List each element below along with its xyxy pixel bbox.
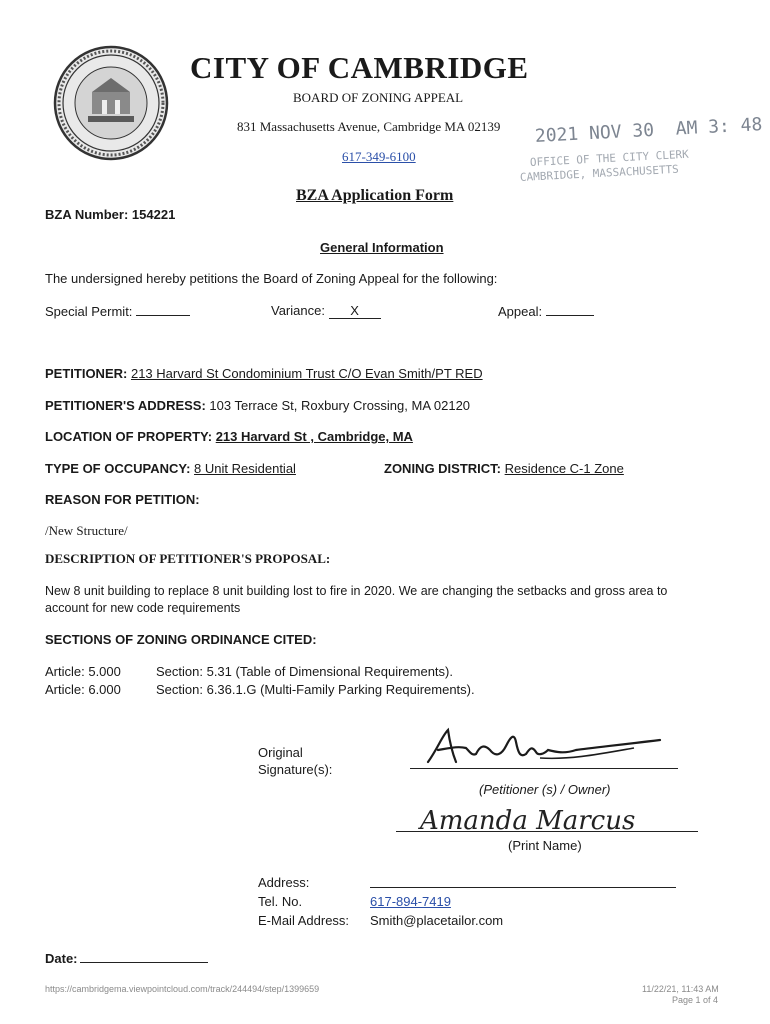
petitioner-value: 213 Harvard St Condominium Trust C/O Evan Smith/PT RED [130,366,483,381]
article-1: Article: 5.000 [45,664,121,679]
variance-label: Variance: [271,303,325,318]
stamp-city: CAMBRIDGE, MASSACHUSETTS [519,162,680,184]
occupancy-field [45,461,296,476]
tel-label: Tel. No. [258,894,303,909]
location-value: 213 Harvard St , Cambridge, MA [215,429,413,444]
address-label: Address: [258,875,310,890]
zoning-district-value: Residence C-1 Zone [504,461,624,476]
city-title: CITY OF CAMBRIDGE [190,50,529,85]
email-value: Smith@placetailor.com [370,913,504,928]
petitioner-address-field [45,398,470,413]
location-field [45,429,413,444]
special-permit-label: Special Permit: [45,304,133,319]
reason-label: REASON FOR PETITION: [45,492,200,507]
tel-link[interactable]: 617-894-7419 [370,894,451,909]
print-name-line [396,831,698,832]
zoning-district-field [384,461,624,476]
form-title: BZA Application Form [296,187,454,204]
variance-mark[interactable]: X [329,303,381,319]
occupancy-value: 8 Unit Residential [194,461,296,476]
section-2: Section: 6.36.1.G (Multi-Family Parking Requirements). [156,682,475,697]
general-info-heading: General Information [320,240,444,255]
print-name-label: (Print Name) [508,838,582,853]
appeal-field [498,303,594,319]
received-stamp-date [534,114,762,147]
occupancy-label: TYPE OF OCCUPANCY: [45,461,191,476]
stamp-time: AM 3: 48 [675,114,763,140]
board-phone-link[interactable]: 617-349-6100 [342,149,416,164]
petition-intro: The undersigned hereby petitions the Board of Zoning Appeal for the following: [45,271,498,286]
stamp-date: 2021 NOV 30 [534,119,655,147]
special-permit-field [45,303,190,319]
footer-url: https://cambridgema.viewpointcloud.com/track/244494/step/1399659 [45,984,320,994]
email-label: E-Mail Address: [258,913,350,928]
bza-number-label: BZA Number: [45,207,129,222]
city-seal [52,44,170,162]
board-name: BOARD OF ZONING APPEAL [293,90,464,105]
petitioner-field [45,366,483,381]
footer-page: Page 1 of 4 [672,995,719,1005]
petitioner-label: PETITIONER: [45,366,128,381]
article-2: Article: 6.000 [45,682,121,697]
address-line [370,887,676,888]
signature-line [410,768,678,769]
special-permit-blank[interactable] [136,303,190,316]
section-1: Section: 5.31 (Table of Dimensional Requirements). [156,664,453,679]
sections-label: SECTIONS OF ZONING ORDINANCE CITED: [45,632,317,647]
footer-timestamp: 11/22/21, 11:43 AM [642,984,719,994]
board-address: 831 Massachusetts Avenue, Cambridge MA 02139 [237,119,501,134]
zoning-district-label: ZONING DISTRICT: [384,461,501,476]
print-name: Amanda Marcus [420,806,636,836]
appeal-label: Appeal: [498,304,543,319]
description-line-1: New 8 unit building to replace 8 unit building lost to fire in 2020. We are changing the setbacks and gross area to [45,584,668,598]
description-line-2: account for new code requirements [45,601,241,615]
stamp-office: OFFICE OF THE CITY CLERK [529,147,690,169]
location-label: LOCATION OF PROPERTY: [45,429,213,444]
signature-label-1: Original [258,745,303,760]
variance-field [271,303,381,319]
date-line [80,962,208,963]
description-label: DESCRIPTION OF PETITIONER'S PROPOSAL: [45,551,331,566]
reason-value: /New Structure/ [45,523,128,538]
bza-number-value: 154221 [131,207,176,222]
petitioner-address-value: 103 Terrace St, Roxbury Crossing, MA 02120 [209,398,471,413]
petitioner-address-label: PETITIONER'S ADDRESS: [45,398,206,413]
signature-label-2: Signature(s): [258,762,333,777]
bza-number [45,207,175,222]
appeal-blank[interactable] [546,303,594,316]
signer-role: (Petitioner (s) / Owner) [479,782,611,797]
date-label: Date: [45,951,78,966]
